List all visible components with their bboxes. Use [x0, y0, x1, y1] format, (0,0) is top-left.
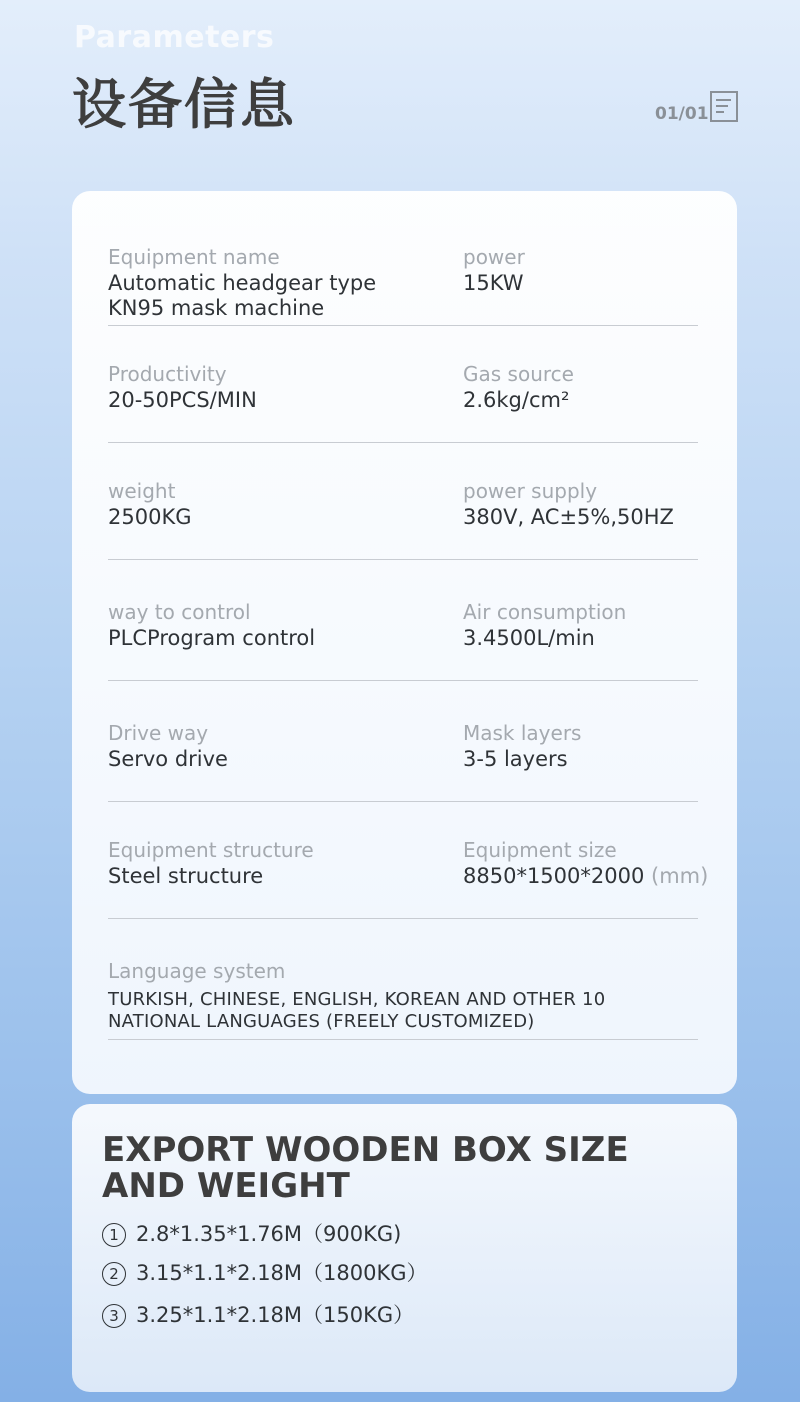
spec-label: Gas source [463, 362, 574, 386]
circled-number: 2 [102, 1262, 126, 1286]
export-item [102, 1257, 702, 1287]
circled-number: 3 [102, 1304, 126, 1328]
spec-value: PLCProgram control [108, 626, 316, 650]
spec-value: 15KW [463, 271, 524, 295]
spec-label: Equipment structure [108, 838, 314, 862]
spec-language [108, 957, 698, 1033]
spec-row [108, 360, 698, 443]
spec-power [463, 243, 723, 296]
spec-value: 2.6kg/cm² [463, 388, 570, 412]
spec-size-value: 8850*1500*2000 [463, 864, 645, 888]
export-item [102, 1299, 702, 1329]
page-title: 设备信息 [72, 73, 296, 136]
document-icon [710, 91, 738, 122]
page-indicator: 01/01 [655, 104, 709, 124]
export-title: EXPORT WOODEN BOX SIZE AND WEIGHT [102, 1130, 629, 1206]
spec-size-unit: (mm) [651, 864, 709, 888]
spec-label: Equipment size [463, 838, 617, 862]
export-item-text: 3.15*1.1*2.18M（1800KG） [136, 1261, 428, 1285]
spec-label: Air consumption [463, 600, 627, 624]
spec-label: power supply [463, 479, 598, 503]
export-item [102, 1218, 702, 1248]
specs-card [72, 191, 737, 1094]
spec-row [108, 477, 698, 560]
spec-value: TURKISH, CHINESE, ENGLISH, KOREAN AND OTHER 10 NATIONAL LANGUAGES (FREELY CUSTOMIZED) [108, 989, 606, 1032]
spec-value: 20-50PCS/MIN [108, 388, 257, 412]
export-item-text: 2.8*1.35*1.76M（900KG) [136, 1222, 402, 1246]
spec-label: Productivity [108, 362, 227, 386]
spec-label: Equipment name [108, 245, 280, 269]
spec-air-consumption [463, 598, 723, 651]
spec-row [108, 243, 698, 326]
spec-structure [108, 836, 448, 889]
spec-value: 2500KG [108, 505, 192, 529]
spec-equipment-name [108, 243, 448, 321]
header-english-title: Parameters [74, 20, 275, 55]
spec-row [108, 598, 698, 681]
spec-label: way to control [108, 600, 251, 624]
spec-value: 3-5 layers [463, 747, 568, 771]
export-card [72, 1104, 737, 1392]
spec-drive-way [108, 719, 448, 772]
spec-label: Mask layers [463, 721, 582, 745]
spec-label: Language system [108, 959, 286, 983]
spec-size [463, 836, 753, 889]
spec-value: Steel structure [108, 864, 264, 888]
spec-row [108, 719, 698, 802]
spec-label: weight [108, 479, 176, 503]
spec-row [108, 836, 709, 919]
spec-label: Drive way [108, 721, 209, 745]
spec-weight [108, 477, 448, 530]
spec-mask-layers [463, 719, 723, 772]
spec-value: 3.4500L/min [463, 626, 595, 650]
spec-value: Servo drive [108, 747, 228, 771]
spec-row-language [108, 957, 698, 1040]
spec-label: power [463, 245, 525, 269]
spec-value: 380V, AC±5%,50HZ [463, 505, 674, 529]
spec-productivity [108, 360, 448, 413]
spec-value: Automatic headgear type KN95 mask machine [108, 271, 377, 320]
spec-power-supply [463, 477, 723, 530]
circled-number: 1 [102, 1223, 126, 1247]
spec-gas-source [463, 360, 723, 413]
spec-control [108, 598, 448, 651]
spec-value [463, 864, 753, 889]
export-item-text: 3.25*1.1*2.18M（150KG） [136, 1303, 415, 1327]
